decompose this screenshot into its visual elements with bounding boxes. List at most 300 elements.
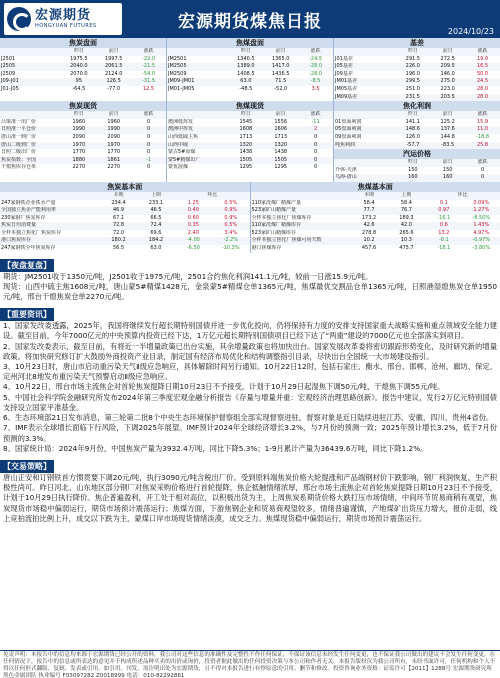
table-cell: 251.0 bbox=[405, 85, 420, 92]
table-row bbox=[334, 142, 500, 150]
column-header: 前日 bbox=[96, 111, 131, 119]
commentary-paragraph: 5、中国社会科学院金融研究所发布2024年第三季度宏观金融分析报告《存量与增量并重：宏观经济治理思路创新》。报告中建议，发行2万亿元特别国债支持设立国家平准基金。 bbox=[3, 392, 497, 412]
column-header: 涨跌 bbox=[131, 111, 166, 119]
row-label: J09基差 bbox=[335, 70, 353, 77]
table-cell: 148.6 bbox=[395, 126, 430, 134]
table-row bbox=[334, 94, 500, 102]
row-label: 全样本独立焦化厂焦煤可用天数 bbox=[251, 237, 351, 245]
table-cell: 1713 bbox=[239, 133, 253, 140]
row-label: 日照二级出厂价 bbox=[1, 149, 37, 156]
column-header: 环比 bbox=[425, 192, 500, 200]
table-cell: 24.5 bbox=[465, 78, 500, 86]
table-cell: 1970 bbox=[61, 142, 96, 150]
column-header: 昨日 bbox=[395, 111, 430, 119]
column-header bbox=[334, 159, 395, 167]
profit-freight-panel bbox=[334, 101, 500, 182]
table-cell: -16.1 bbox=[437, 214, 451, 221]
commentary-paragraph: 7、IMF表示全球增长面临下行风险，下调2025年展望。IMF预计2024年全球经济增长3.2%，与7月份的预测一致；2025年预计增长3.2%，低于7月份预测的3.3%。 bbox=[3, 423, 497, 443]
table-cell: 1295 bbox=[274, 164, 288, 171]
table-cell: 12.5 bbox=[142, 85, 155, 92]
table-cell: 10.3 bbox=[388, 237, 425, 245]
table-cell: 1295 bbox=[239, 164, 253, 171]
row-label: J2509 bbox=[1, 70, 16, 77]
table-cell: 46.9 bbox=[100, 207, 137, 215]
table-row bbox=[0, 119, 166, 127]
column-header: 环比 bbox=[175, 192, 250, 200]
column-header: 前日 bbox=[263, 48, 298, 56]
table-cell: 233.1 bbox=[148, 199, 164, 206]
column-header: 涨跌 bbox=[298, 48, 333, 56]
data-table bbox=[251, 192, 500, 253]
table-cell: 1990 bbox=[96, 126, 131, 134]
table-row bbox=[0, 142, 166, 150]
row-label: JM2509 bbox=[168, 70, 187, 77]
table-cell: 71.5 bbox=[263, 78, 298, 86]
column-header: 前日 bbox=[430, 48, 465, 56]
row-label: JM01基差 bbox=[334, 78, 395, 86]
commentary-paragraph: 6、生态环境部21日发布消息，第三轮第二批8个中央生态环境保护督察组全部实现督察进驻，督察对象是近日陆续进驻江苏、安徽、四川、贵州4省份。 bbox=[3, 413, 494, 423]
table-cell: 144.8 bbox=[440, 133, 455, 140]
coal-fundamental-panel bbox=[251, 182, 500, 253]
table-row bbox=[167, 157, 333, 165]
table-row bbox=[167, 126, 333, 134]
table-cell: 137.6 bbox=[430, 126, 465, 134]
row-label: 01盘面利润 bbox=[335, 118, 362, 125]
table-cell: 0 bbox=[146, 149, 151, 156]
coking-coal-futures-panel bbox=[167, 38, 334, 101]
table-cell: 1960 bbox=[107, 118, 121, 125]
row-label: 干熄焦库存仓单 bbox=[1, 164, 37, 171]
coking-profit-panel bbox=[334, 101, 500, 149]
table-row bbox=[0, 63, 166, 71]
row-label: JM2501 bbox=[168, 55, 187, 62]
table-cell: 58.4 bbox=[400, 199, 412, 206]
table-cell: -0.1 bbox=[425, 237, 462, 245]
row-label: 523家矿山精煤库存 bbox=[251, 229, 297, 236]
section-title: 焦炭现货 bbox=[0, 101, 166, 111]
table-cell: 0.35 bbox=[175, 222, 212, 230]
table-cell: -48.5 bbox=[239, 85, 253, 92]
row-label: 蒙古5#原煤 bbox=[168, 149, 196, 156]
column-header bbox=[334, 111, 395, 119]
data-table bbox=[334, 111, 500, 149]
table-cell: 72.4 bbox=[137, 222, 174, 230]
table-cell: 457.6 bbox=[361, 245, 377, 252]
row-label: JM01-JM05 bbox=[168, 85, 195, 92]
row-label: 全样本独立焦化厂焦煤库存 bbox=[251, 214, 312, 221]
table-cell: 291.5 bbox=[405, 55, 420, 62]
report-header bbox=[0, 0, 500, 38]
row-label: J09-J01 bbox=[0, 78, 61, 86]
column-header: 昨日 bbox=[228, 48, 263, 56]
table-row bbox=[0, 230, 250, 238]
table-cell: -28.0 bbox=[298, 63, 333, 71]
table-cell: 4.97% bbox=[473, 229, 490, 236]
table-cell: -21.5 bbox=[131, 63, 166, 71]
table-cell: 0 bbox=[313, 164, 318, 171]
column-header: 昨日 bbox=[61, 111, 96, 119]
coke-spot-panel bbox=[0, 101, 167, 182]
column-header bbox=[0, 192, 100, 200]
table-cell: 0 bbox=[131, 142, 166, 150]
table-cell: 69.6 bbox=[150, 229, 162, 236]
commentary-paragraph: 1、国家发改委透露，2025年，我国将继续发行超长期特别国债并进一步优化投向，仍将保持有力度的安排支持国家重大战略实施和重点领域安全能力建设。截至目前，今年7000亿元的中央预算内投资已经下达，1万亿元超长期特别国债项目已经下达了“两重”建设的7000亿元也全部落实到项目。 bbox=[3, 321, 497, 341]
row-label: 蒙5#精煤出厂 bbox=[167, 157, 228, 165]
table-cell: 0 bbox=[480, 166, 485, 173]
table-cell: 2040.0 bbox=[61, 63, 96, 71]
commentary-paragraph: 3、10月23日时，唐山市启动重污染天气Ⅱ级应急响应，具体解除时间另行通知。10月22日12时，包括石家庄、衡水、邢台、邯郸、沧州、廊坊、保定、定州河北8地发布重污染天气预警启动Ⅱ级应急响应。 bbox=[3, 362, 497, 382]
table-cell: 2090 bbox=[72, 133, 86, 140]
row-label: JM09-JM01 bbox=[167, 78, 228, 86]
row-label: 澳洲低挥发 bbox=[168, 118, 194, 125]
data-table bbox=[334, 48, 500, 101]
table-cell: 1417.0 bbox=[263, 63, 298, 71]
row-label: 247家钢铁企业铁水产量 bbox=[1, 199, 56, 206]
table-cell: 1365.0 bbox=[271, 55, 290, 62]
freight-panel bbox=[334, 149, 500, 182]
table-cell: -54.0 bbox=[142, 70, 156, 77]
table-cell: 0 bbox=[465, 174, 500, 182]
row-label: 焦炭指数：全国 bbox=[0, 157, 61, 165]
row-spot bbox=[0, 101, 500, 182]
table-cell: 15.9 bbox=[476, 118, 489, 125]
table-row bbox=[0, 222, 250, 230]
row-label: JM09基差 bbox=[334, 94, 395, 102]
column-header: 涨跌 bbox=[131, 48, 166, 56]
commentary-paragraph: 4、10月22日，邢台市场主流焦企对首轮焦炭提降日期10月23日不予接受，计划于10月29日起湿焦下调50元/吨，干熄焦下调55元/吨。 bbox=[3, 382, 445, 392]
table-row bbox=[334, 71, 500, 79]
commentary-text bbox=[0, 321, 500, 454]
data-table bbox=[0, 48, 166, 94]
table-cell: 278.8 bbox=[361, 229, 377, 236]
table-cell: 209.5 bbox=[430, 63, 465, 71]
row-label: 05盘面利润 bbox=[334, 126, 395, 134]
row-label: 09盘面利润 bbox=[335, 133, 362, 140]
table-cell: 0.09% bbox=[473, 199, 490, 206]
row-label: 日照准一平仓价 bbox=[0, 126, 61, 134]
row-label: 介休-天津 bbox=[335, 166, 357, 173]
table-cell: 56.5 bbox=[112, 245, 125, 252]
table-cell: 1389.0 bbox=[228, 63, 263, 71]
table-cell: 1.25 bbox=[187, 199, 199, 206]
table-row bbox=[0, 86, 166, 94]
table-row bbox=[0, 207, 250, 215]
table-cell: 126.5 bbox=[96, 78, 131, 86]
row-label: J05基差 bbox=[334, 63, 395, 71]
table-cell: 1545 bbox=[239, 118, 253, 125]
table-cell: 2 bbox=[298, 126, 333, 134]
table-cell: 63.0 bbox=[150, 245, 162, 252]
table-row bbox=[0, 237, 250, 245]
column-header: 昨日 bbox=[61, 48, 96, 56]
row-label: 山西中硫 bbox=[167, 142, 228, 150]
table-cell: 275.0 bbox=[430, 78, 465, 86]
table-cell: 189.3 bbox=[399, 214, 414, 221]
table-row bbox=[334, 126, 500, 134]
table-cell: -6.50 bbox=[186, 245, 200, 252]
column-header: 上期 bbox=[137, 192, 174, 200]
table-cell: -2.2% bbox=[212, 237, 249, 245]
table-cell: 0.5% bbox=[212, 222, 249, 230]
column-header bbox=[0, 111, 61, 119]
table-row bbox=[0, 56, 166, 64]
table-cell: 1408.5 bbox=[237, 70, 255, 77]
table-row bbox=[334, 56, 500, 64]
table-cell: 0.60 bbox=[187, 214, 199, 221]
row-label: 港口焦煤库存 bbox=[251, 245, 282, 252]
row-label: JM05基差 bbox=[335, 85, 358, 92]
commentary-title: 【交易策略】 bbox=[0, 460, 54, 473]
table-cell: 203.5 bbox=[430, 94, 465, 102]
table-row bbox=[0, 164, 166, 172]
row-label: JM2505 bbox=[167, 63, 228, 71]
table-cell: -8.5 bbox=[298, 78, 333, 86]
table-cell: 475.7 bbox=[399, 245, 414, 252]
row-label: 蒙优混煤 bbox=[168, 164, 189, 171]
row-label: 乌海-唐山 bbox=[334, 174, 395, 182]
table-cell: 0 bbox=[146, 118, 151, 125]
table-row bbox=[0, 126, 166, 134]
table-cell: -10.3% bbox=[221, 245, 240, 252]
row-label: 110家洗煤厂精煤产量 bbox=[251, 199, 302, 206]
table-row bbox=[334, 86, 500, 94]
column-header: 涨跌 bbox=[298, 111, 333, 119]
commentary bbox=[0, 253, 500, 524]
section-title: 焦炭盘面 bbox=[0, 38, 166, 48]
table-row bbox=[334, 167, 500, 175]
column-header bbox=[0, 48, 61, 56]
basis-panel bbox=[334, 38, 500, 101]
table-cell: 72.0 bbox=[112, 229, 125, 236]
table-cell: 1505 bbox=[228, 157, 263, 165]
table-row bbox=[167, 86, 333, 94]
table-cell: 0 bbox=[131, 126, 166, 134]
report-date: 2024/10/23 bbox=[447, 27, 494, 36]
row-label: J01基差 bbox=[335, 55, 353, 62]
table-row bbox=[167, 164, 333, 172]
table-cell: 63.0 bbox=[228, 78, 263, 86]
table-cell: -18.8 bbox=[476, 133, 490, 140]
table-cell: 1990 bbox=[61, 126, 96, 134]
table-cell: 0 bbox=[298, 157, 333, 165]
row-label: J01-J05 bbox=[1, 85, 19, 92]
table-cell: 1320 bbox=[228, 142, 263, 150]
table-cell: -0.97% bbox=[463, 237, 500, 245]
table-cell: 2070.0 bbox=[70, 70, 88, 77]
table-cell: 184.2 bbox=[137, 237, 174, 245]
table-cell: 146.0 bbox=[440, 70, 455, 77]
table-cell: 173.2 bbox=[361, 214, 377, 221]
table-cell: 299.5 bbox=[395, 78, 430, 86]
table-cell: -4.00 bbox=[175, 237, 212, 245]
table-cell: 0 bbox=[146, 164, 151, 171]
table-row bbox=[0, 157, 166, 165]
data-table bbox=[0, 192, 250, 253]
table-cell: 0.9% bbox=[224, 214, 238, 221]
table-cell: 0 bbox=[298, 142, 333, 150]
table-cell: 0.9% bbox=[212, 207, 249, 215]
table-cell: 1770 bbox=[72, 149, 86, 156]
column-header: 本期 bbox=[350, 192, 387, 200]
table-row bbox=[0, 200, 250, 208]
table-cell: 125.2 bbox=[440, 118, 455, 125]
table-cell: 1556 bbox=[274, 118, 288, 125]
commentary-paragraph: 2、国家发改委表示，截至目前，有将近一半增量政策已出台实施，其余增量政策也将加快出台。国家发展改革委将密切跟踪形势变化，及时研究新的增量政策。将加快研究修订扩大鼓励外商投资产业目录，制定国有经济布局优化和结构调整指引目录，尽快出台全国统一大市场建设指引。 bbox=[3, 341, 497, 361]
commentary-text bbox=[0, 473, 500, 524]
row-label: 吨焦利润 bbox=[334, 142, 395, 150]
column-header: 前日 bbox=[430, 111, 465, 119]
section-title: 汽运价格 bbox=[334, 149, 500, 159]
row-label: 全国独立焦企产能利用率 bbox=[0, 207, 100, 215]
table-row bbox=[251, 207, 500, 215]
data-table bbox=[167, 111, 333, 172]
table-cell: 150 bbox=[408, 166, 418, 173]
row-label: 唐山二级到厂价 bbox=[0, 142, 61, 150]
column-header bbox=[251, 192, 351, 200]
table-row bbox=[0, 215, 250, 223]
table-cell: 1340.5 bbox=[237, 55, 255, 62]
table-cell: 16.5 bbox=[465, 63, 500, 71]
table-cell: 72.8 bbox=[100, 222, 137, 230]
table-cell: -64.5 bbox=[72, 85, 86, 92]
table-cell: -22.0 bbox=[142, 55, 156, 62]
section-title: 焦炭基本面 bbox=[0, 182, 250, 192]
section-title: 焦煤现货 bbox=[167, 101, 333, 111]
row-label: J2505 bbox=[0, 63, 61, 71]
column-header: 前日 bbox=[263, 111, 298, 119]
table-cell: 1438 bbox=[239, 149, 253, 156]
table-cell: 0.40 bbox=[175, 207, 212, 215]
table-cell: 67.1 bbox=[112, 214, 125, 221]
row-label: 吕梁准一出厂价 bbox=[1, 118, 37, 125]
table-cell: 11.0 bbox=[465, 126, 500, 134]
coke-fundamental-panel bbox=[0, 182, 251, 253]
table-cell: 1713 bbox=[274, 133, 288, 140]
table-cell: -3.80% bbox=[472, 245, 491, 252]
column-header: 涨跌 bbox=[465, 159, 500, 167]
table-row bbox=[167, 71, 333, 79]
table-cell: 13.2 bbox=[438, 229, 450, 236]
table-cell: 141.1 bbox=[405, 118, 420, 125]
column-header bbox=[167, 48, 228, 56]
report-title: 宏源期货煤焦日报 bbox=[178, 12, 322, 32]
table-cell: 42.0 bbox=[388, 222, 425, 230]
commentary-paragraph: 现货：山西中硫主焦1608元/吨，唐山蒙5#精煤1428元，金泉蒙5#精煤仓单1365元/吨，焦煤最优交割品仓单1365元/吨，日照港湿熄焦炭仓单1950元/吨，邢台干熄焦炭仓单2270元/吨。 bbox=[3, 281, 497, 302]
table-cell: 0.97 bbox=[425, 207, 462, 215]
table-cell: 1975.5 bbox=[70, 55, 88, 62]
table-cell: -8.50% bbox=[472, 214, 491, 221]
table-cell: -31.5 bbox=[131, 78, 166, 86]
table-row bbox=[0, 134, 166, 142]
logo-cn-text: 宏源期货 bbox=[35, 8, 92, 23]
table-cell: -11 bbox=[311, 118, 320, 125]
table-cell: 95 bbox=[61, 78, 96, 86]
table-cell: 42.6 bbox=[350, 222, 387, 230]
row-label: 全样本独立焦化厂焦炭库存 bbox=[1, 229, 62, 236]
row-label: 230家钢厂焦炭库存 bbox=[1, 214, 46, 221]
table-cell: 2270 bbox=[72, 164, 86, 171]
table-cell: -57.7 bbox=[395, 142, 430, 150]
table-cell: -18.1 bbox=[437, 245, 451, 252]
row-label: 110家洗煤厂精煤库存 bbox=[251, 222, 351, 230]
table-cell: 272.5 bbox=[440, 55, 455, 62]
table-row bbox=[251, 230, 500, 238]
section-title: 基差 bbox=[334, 38, 500, 48]
column-header: 前日 bbox=[430, 159, 465, 167]
table-row bbox=[167, 119, 333, 127]
table-cell: -28.0 bbox=[309, 70, 323, 77]
table-cell: 180.2 bbox=[100, 237, 137, 245]
table-cell: -77.0 bbox=[107, 85, 121, 92]
commentary-title: 【重要资讯】 bbox=[0, 308, 54, 321]
table-cell: 1505 bbox=[263, 157, 298, 165]
table-cell: 3.4% bbox=[224, 229, 238, 236]
table-cell: 223.0 bbox=[440, 85, 455, 92]
disclaimer: 免责声明：本报告中的信息均来源于宏源期货已经公开的资料，我公司对这些信息的准确性及完整性不作任何保证，不保证该信息未经发生任何变更，也不保证我公司做出的建议不会发生任何变更。在任何情况下，报告中的信息或所表达的意见并不构成所述品种买卖的出价或询价，投资者据此做出的任何投资决策与本公司和作者无关。本报告版权仅为我公司所有，未经书面许可，任何机构和个人不得以任何形式翻版、复制、发表或引用。如引用、刊发，需注明出处为宏源期货，且不得对本报告进行有悖原意的引用、删节和修改。投资咨询业务资格：证监许可【2011】1288号 宏源期货研究所 黑色金属团队 执业编号 F03097282 Z0018999 电话：010-82292861 bbox=[0, 650, 500, 678]
table-cell: 1438 bbox=[274, 149, 288, 156]
table-cell: 226.0 bbox=[395, 63, 430, 71]
coal-spot-panel bbox=[167, 101, 334, 182]
table-row bbox=[0, 78, 166, 86]
table-row bbox=[167, 78, 333, 86]
table-cell: 0.1 bbox=[439, 199, 448, 206]
row-label: 澳洲中挥发 bbox=[167, 126, 228, 134]
commentary-text bbox=[0, 272, 500, 303]
table-row bbox=[334, 119, 500, 127]
table-cell: 1970 bbox=[96, 142, 131, 150]
table-row bbox=[251, 215, 500, 223]
table-row bbox=[0, 245, 250, 253]
table-cell: 2090 bbox=[107, 133, 121, 140]
commentary-paragraph: 8、国家统计局：2024年9月份，中国焦炭产量为3932.4万吨，同比下降5.3%；1-9月累计产量为36439.6万吨，同比下降1.2%。 bbox=[3, 443, 428, 453]
table-row bbox=[0, 149, 166, 157]
table-cell: 231.5 bbox=[395, 94, 430, 102]
table-row bbox=[167, 56, 333, 64]
logo-en-text: HONGYUAN FUTURES bbox=[35, 23, 97, 29]
column-header bbox=[167, 111, 228, 119]
table-cell: 0.5% bbox=[224, 199, 238, 206]
table-cell: 1436.5 bbox=[271, 70, 290, 77]
table-cell: 1606 bbox=[263, 126, 298, 134]
table-cell: 1770 bbox=[107, 149, 121, 156]
table-row bbox=[251, 200, 500, 208]
table-cell: 160 bbox=[430, 174, 465, 182]
column-header bbox=[334, 48, 395, 56]
table-cell: 1.43% bbox=[463, 222, 500, 230]
column-header: 昨日 bbox=[395, 159, 430, 167]
table-cell: 0 bbox=[313, 133, 318, 140]
table-cell: 1.27% bbox=[463, 207, 500, 215]
table-cell: 0.6 bbox=[425, 222, 462, 230]
table-cell: 1880 bbox=[61, 157, 96, 165]
table-row bbox=[0, 71, 166, 79]
table-cell: 2.40 bbox=[187, 229, 199, 236]
table-cell: 0 bbox=[313, 149, 318, 156]
row-label: 港口焦炭库存 bbox=[0, 237, 100, 245]
table-cell: 66.5 bbox=[150, 214, 162, 221]
table-cell: 1960 bbox=[72, 118, 86, 125]
row-label: 唐山准一到厂价 bbox=[1, 133, 37, 140]
row-label: 247家钢铁全年焦炭库存 bbox=[1, 245, 56, 252]
data-table bbox=[334, 159, 500, 182]
column-header: 涨跌 bbox=[465, 111, 500, 119]
table-cell: 77.7 bbox=[350, 207, 387, 215]
table-row bbox=[334, 134, 500, 142]
table-cell: 3.5 bbox=[311, 85, 320, 92]
table-row bbox=[167, 63, 333, 71]
table-row bbox=[167, 149, 333, 157]
table-cell: 28.0 bbox=[476, 85, 489, 92]
